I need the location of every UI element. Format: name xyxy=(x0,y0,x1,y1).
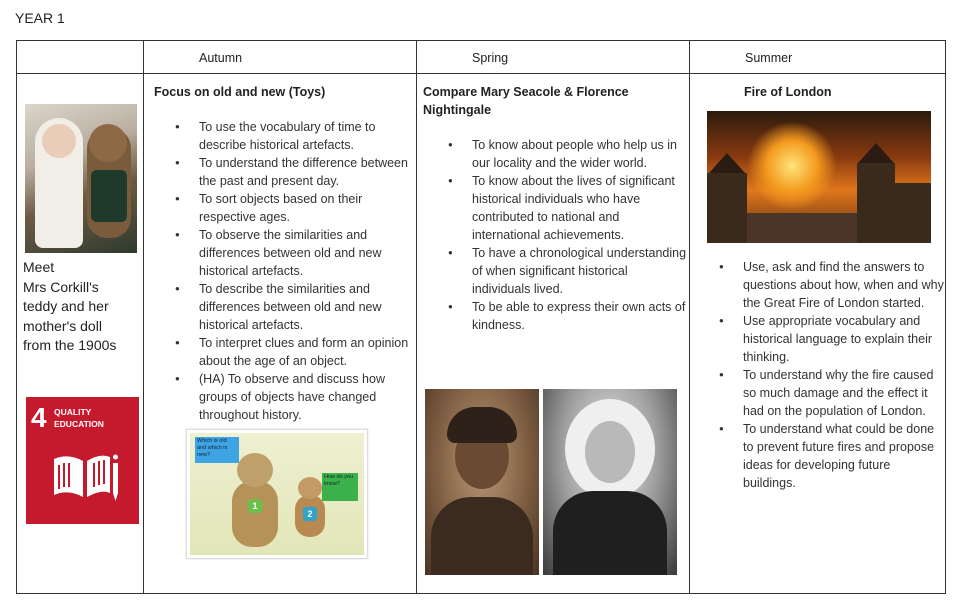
mary-seacole-portrait xyxy=(425,389,539,575)
photo-background xyxy=(190,433,364,555)
summer-heading: Fire of London xyxy=(744,85,832,99)
street-crowd xyxy=(747,213,857,243)
sdg-quality-education-logo xyxy=(26,397,139,524)
list-item: ● To understand the difference between the past and present day. xyxy=(154,154,416,190)
caption-line: from the 1900s xyxy=(23,337,117,353)
caption-line: Meet xyxy=(23,259,55,275)
page-title: YEAR 1 xyxy=(15,10,65,26)
spring-objectives-list xyxy=(427,136,689,334)
portrait-hair xyxy=(447,407,517,443)
list-item: ● Use appropriate vocabulary and historical language to explain their thinking. xyxy=(698,312,946,366)
old-teddy xyxy=(226,453,284,549)
teddy-and-doll-photo xyxy=(25,104,137,253)
burning-house xyxy=(707,173,747,243)
teddy-head xyxy=(298,477,322,499)
fire-glow xyxy=(747,121,837,211)
sdg-label-line: QUALITY xyxy=(54,407,92,417)
portrait-dress xyxy=(431,497,533,575)
sticky-note-question: Which is old and which is new? xyxy=(195,437,239,463)
number-tag-1: 1 xyxy=(248,499,262,513)
autumn-heading: Focus on old and new (Toys) xyxy=(154,85,326,99)
list-item: ● To use the vocabulary of time to describe historical artefacts. xyxy=(154,118,416,154)
teddy-body xyxy=(232,481,278,547)
autumn-objectives-list xyxy=(154,118,416,424)
photo-caption xyxy=(23,258,143,356)
burning-house xyxy=(895,183,931,243)
curriculum-table xyxy=(16,40,946,594)
column-header-spring: Spring xyxy=(472,51,509,65)
list-item: ● To be able to express their own acts of kindness. xyxy=(427,298,689,334)
doll-face xyxy=(42,124,76,158)
number-tag-2: 2 xyxy=(303,507,317,521)
old-new-toys-photo xyxy=(186,429,368,559)
column-header-summer: Summer xyxy=(745,51,793,65)
florence-nightingale-portrait xyxy=(543,389,677,575)
list-item: ● To sort objects based on their respective ages. xyxy=(154,190,416,226)
spring-cell xyxy=(417,74,689,593)
portrait-face xyxy=(585,421,635,483)
portrait-dress xyxy=(553,491,667,575)
teddy-head xyxy=(89,124,127,162)
house-roof xyxy=(858,143,894,163)
list-item: ● To understand what could be done to prevent future fires and propose ideas for developing future buildings. xyxy=(698,420,946,492)
list-item: ● To understand why the fire caused so much damage and the effect it had on the population of London. xyxy=(698,366,946,420)
list-item: ● Use, ask and find the answers to questions about how, when and why the Great Fire of London started. xyxy=(698,258,946,312)
list-item: ● To know about the lives of significant historical individuals who have contributed to national and international achievements. xyxy=(427,172,689,244)
list-item: ● (HA) To observe and discuss how groups of objects have changed throughout history. xyxy=(154,370,416,424)
caption-line: Mrs Corkill's xyxy=(23,278,99,295)
intro-cell xyxy=(17,74,143,593)
teddy-head xyxy=(237,453,273,487)
house-roof xyxy=(709,153,745,173)
list-item: ● To describe the similarities and differences between old and new historical artefacts. xyxy=(154,280,416,334)
list-item: ● To have a chronological understanding of when significant historical individuals lived. xyxy=(427,244,689,298)
autumn-cell xyxy=(144,74,416,593)
summer-objectives-list xyxy=(698,258,946,492)
sdg-number: 4 xyxy=(31,402,47,433)
sdg-label xyxy=(54,406,104,430)
list-item: ● To interpret clues and form an opinion about the age of an object. xyxy=(154,334,416,370)
column-header-autumn: Autumn xyxy=(199,51,243,65)
caption-line: teddy and her xyxy=(23,298,109,314)
teddy-shirt xyxy=(91,170,127,222)
caption-line: mother's doll xyxy=(23,317,102,334)
new-teddy xyxy=(292,477,328,539)
list-item: ● To know about people who help us in our locality and the wider world. xyxy=(427,136,689,172)
spring-heading: Compare Mary Seacole & Florence Nightingale xyxy=(423,85,629,117)
list-item: ● To observe the similarities and differences between old and new historical artefacts. xyxy=(154,226,416,280)
burning-house xyxy=(857,163,895,243)
sdg-label-line: EDUCATION xyxy=(54,419,104,429)
sticky-note-how: How do you know? xyxy=(322,473,358,501)
great-fire-of-london-painting xyxy=(707,111,931,243)
summer-cell xyxy=(690,74,946,593)
open-book-pencil-icon xyxy=(50,449,120,507)
